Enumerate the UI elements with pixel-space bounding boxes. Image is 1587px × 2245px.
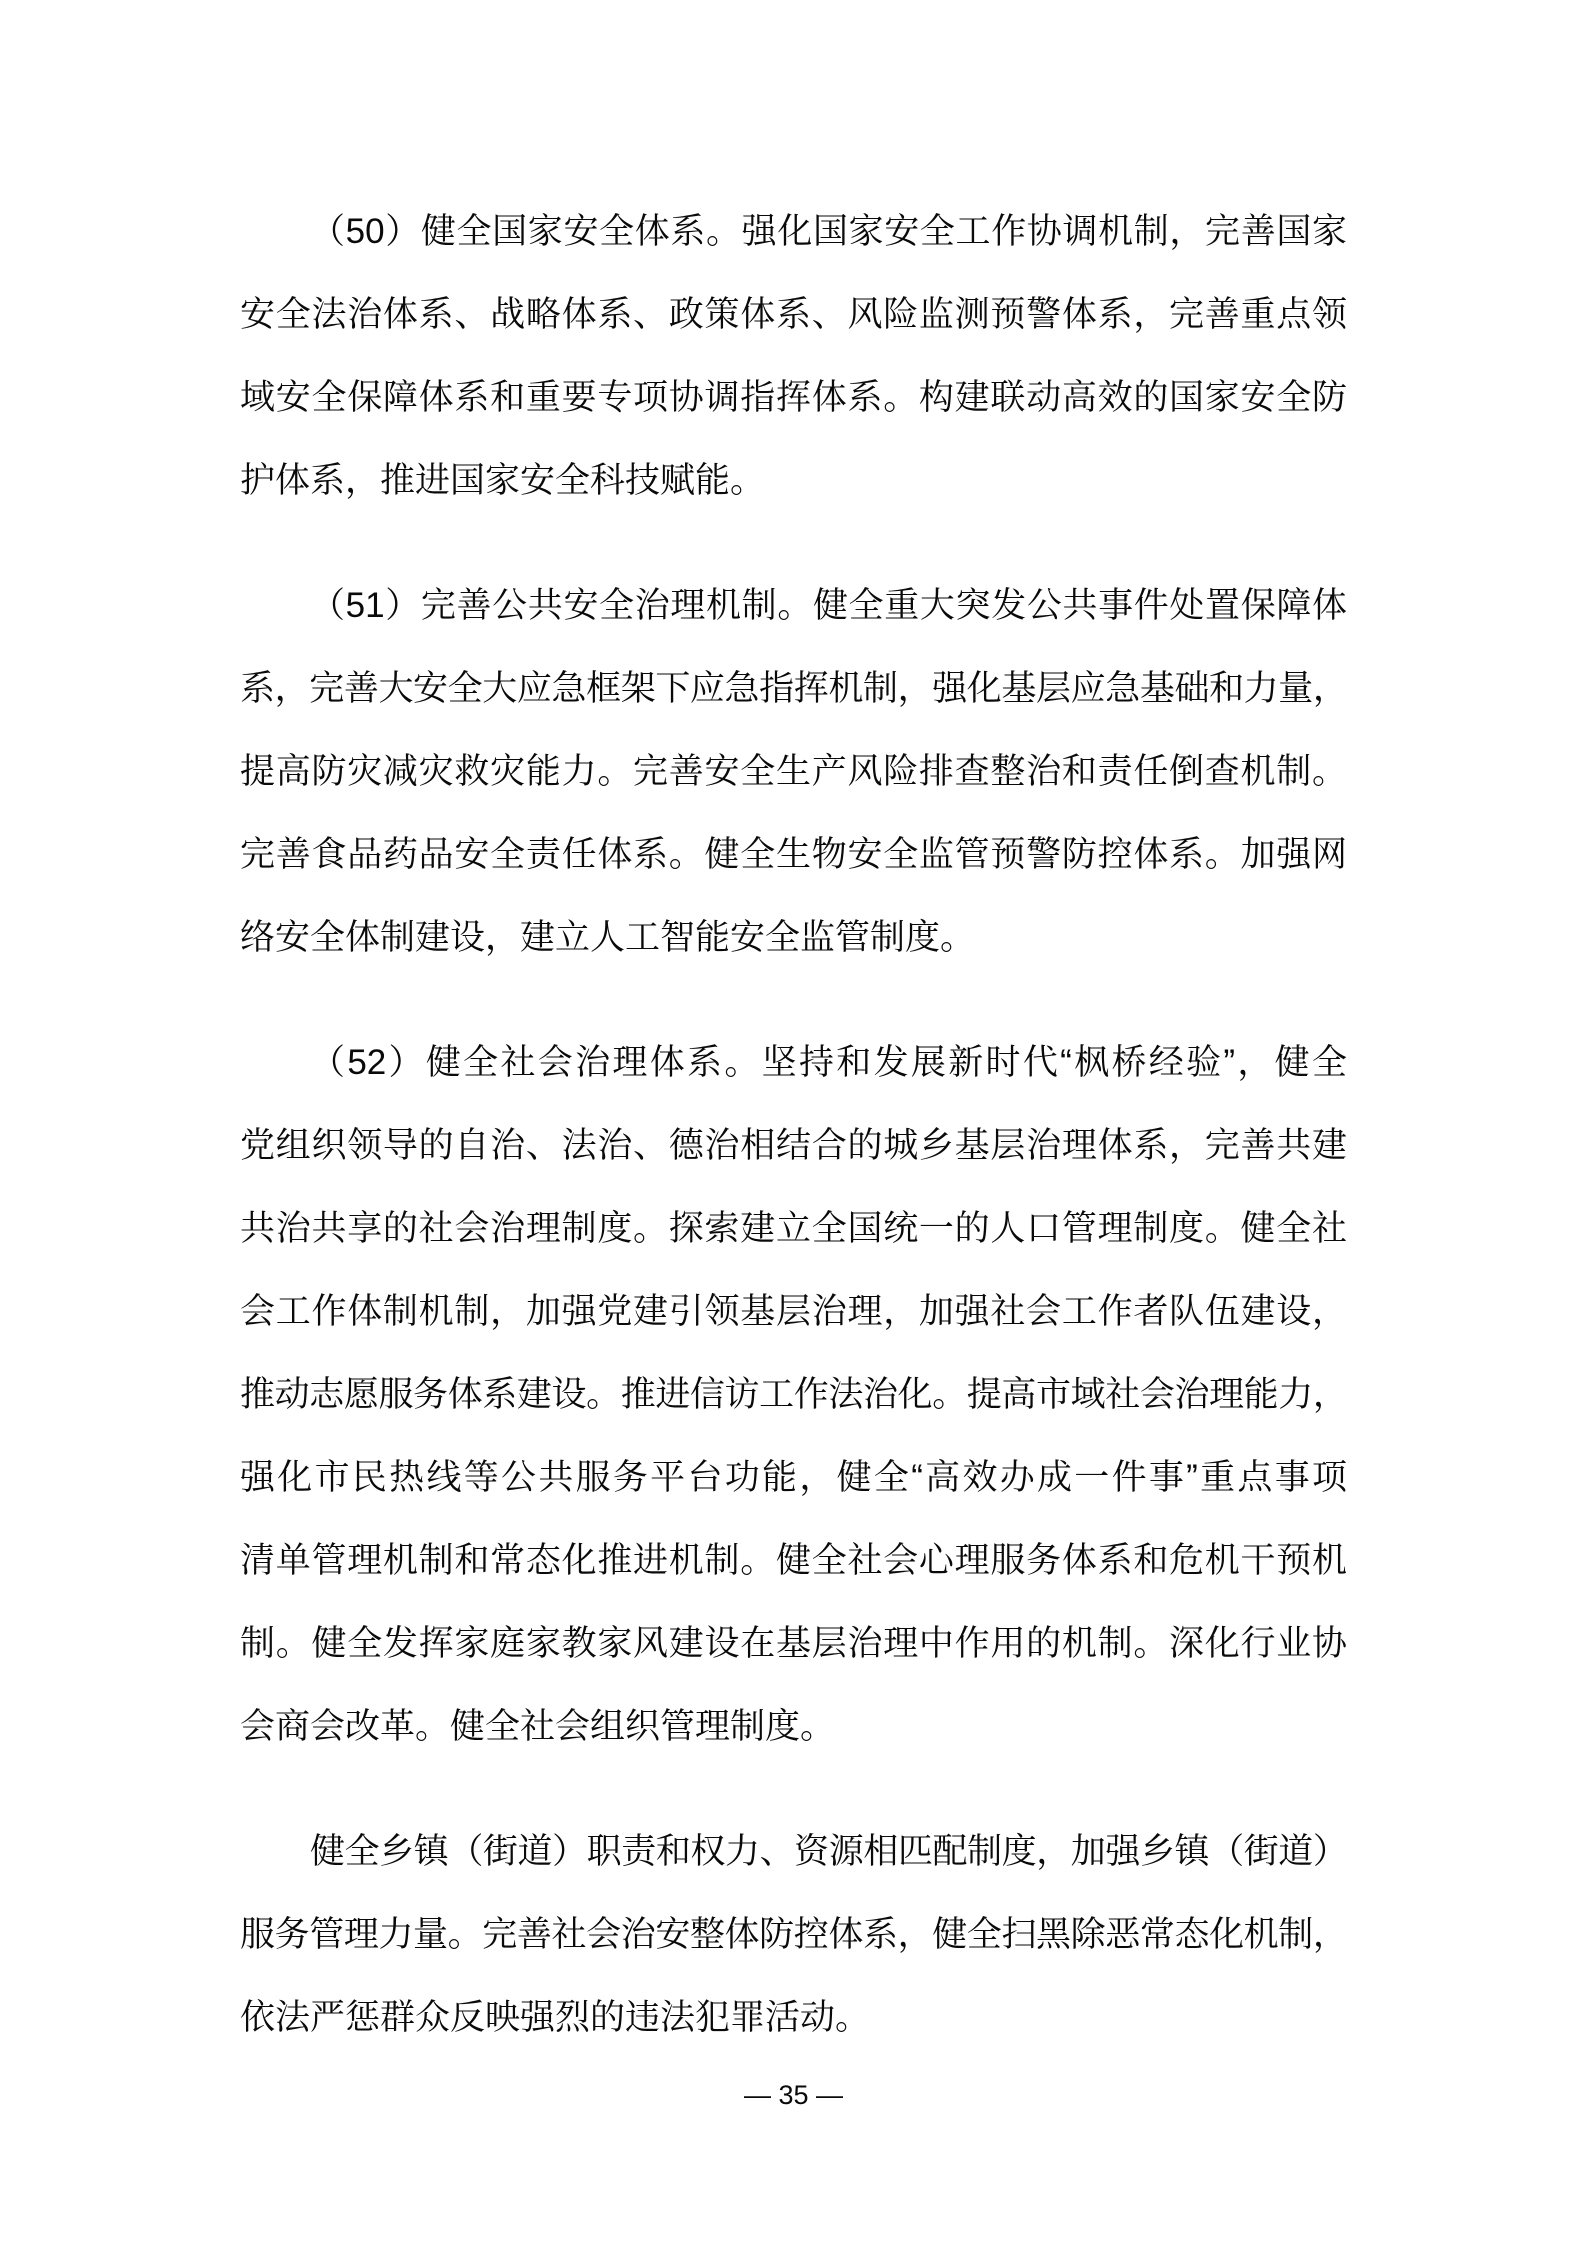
- paragraph-50-line-1: （50）健全国家安全体系。强化国家安全工作协调机制，完善国家: [310, 212, 1347, 251]
- paragraph-52-line-9: 会商会改革。健全社会组织管理制度。: [240, 1707, 836, 1746]
- paragraph-township-line-3: 依法严惩群众反映强烈的违法犯罪活动。: [240, 1998, 871, 2037]
- paragraph-52-line-8: 制。健全发挥家庭家教家风建设在基层治理中作用的机制。深化行业协: [240, 1624, 1347, 1663]
- paragraph-52-line-1: （52）健全社会治理体系。坚持和发展新时代“枫桥经验”，健全: [310, 1043, 1347, 1082]
- page-number: — 35 —: [743, 2080, 844, 2110]
- paragraph-52-line-3: 共治共享的社会治理制度。探索建立全国统一的人口管理制度。健全社: [240, 1209, 1347, 1248]
- paragraph-51: [240, 564, 1347, 979]
- paragraph-51-line-5: 络安全体制建设，建立人工智能安全监管制度。: [240, 918, 976, 957]
- document-body: [240, 190, 1347, 2059]
- paragraph-township: [240, 1810, 1347, 2059]
- paragraph-51-line-3: 提高防灾减灾救灾能力。完善安全生产风险排查整治和责任倒查机制。: [240, 752, 1347, 791]
- paragraph-52-line-2: 党组织领导的自治、法治、德治相结合的城乡基层治理体系，完善共建: [240, 1126, 1347, 1165]
- paragraph-51-line-2: 系，完善大安全大应急框架下应急指挥机制，强化基层应急基础和力量，: [240, 669, 1347, 708]
- paragraph-50-line-3: 域安全保障体系和重要专项协调指挥体系。构建联动高效的国家安全防: [240, 378, 1347, 417]
- paragraph-52-line-4: 会工作体制机制，加强党建引领基层治理，加强社会工作者队伍建设，: [240, 1292, 1347, 1331]
- paragraph-52-line-5: 推动志愿服务体系建设。推进信访工作法治化。提高市域社会治理能力，: [240, 1375, 1347, 1414]
- paragraph-50-line-4: 护体系，推进国家安全科技赋能。: [240, 461, 766, 500]
- page-footer: [0, 2078, 1587, 2112]
- paragraph-52-line-6: 强化市民热线等公共服务平台功能，健全“高效办成一件事”重点事项: [240, 1458, 1347, 1497]
- paragraph-52-line-7: 清单管理机制和常态化推进机制。健全社会心理服务体系和危机干预机: [240, 1541, 1347, 1580]
- paragraph-township-line-2: 服务管理力量。完善社会治安整体防控体系，健全扫黑除恶常态化机制，: [240, 1915, 1347, 1954]
- paragraph-township-line-1: 健全乡镇（街道）职责和权力、资源相匹配制度，加强乡镇（街道）: [310, 1832, 1347, 1871]
- paragraph-51-line-1: （51）完善公共安全治理机制。健全重大突发公共事件处置保障体: [310, 586, 1347, 625]
- paragraph-51-line-4: 完善食品药品安全责任体系。健全生物安全监管预警防控体系。加强网: [240, 835, 1347, 874]
- paragraph-50: [240, 190, 1347, 522]
- paragraph-52: [240, 1021, 1347, 1768]
- paragraph-50-line-2: 安全法治体系、战略体系、政策体系、风险监测预警体系，完善重点领: [240, 295, 1347, 334]
